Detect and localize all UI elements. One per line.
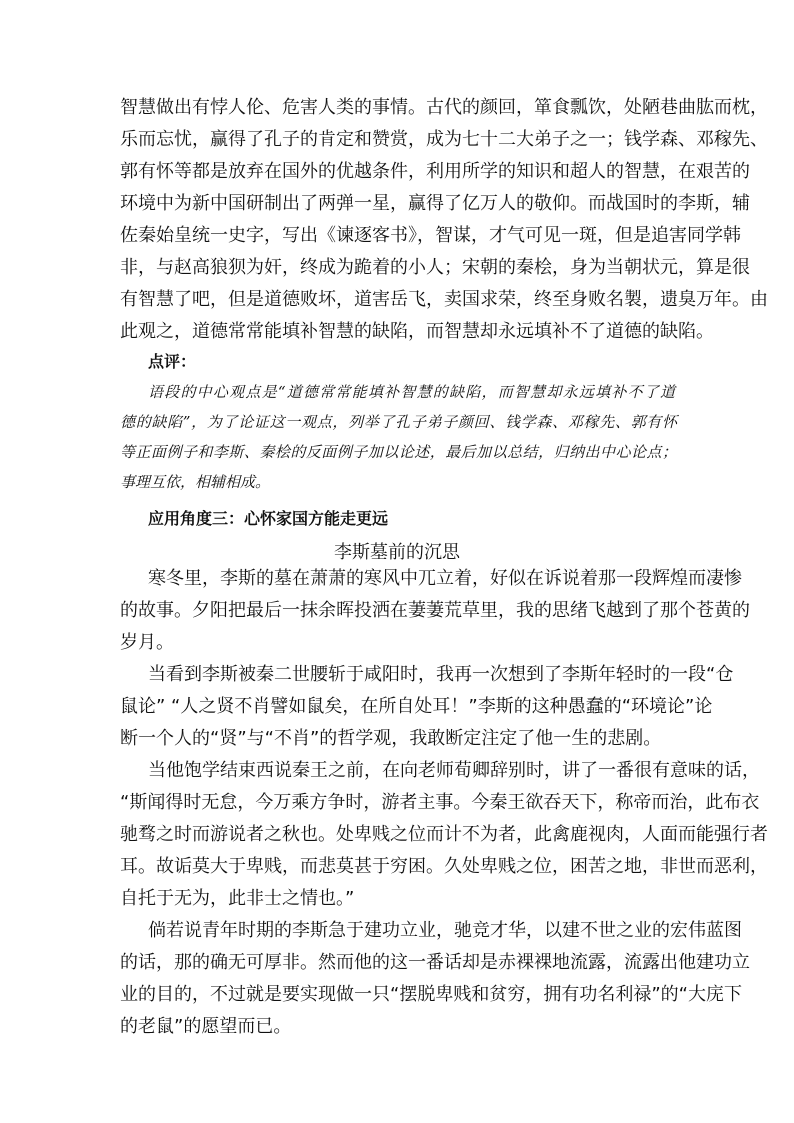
essay-line: 鼠论” “人之贤不肖譬如鼠矣，在所自处耳！”李斯的这种愚蠢的“环境论”论 xyxy=(120,696,713,717)
essay-line: 的老鼠”的愿望而已。 xyxy=(120,1016,292,1037)
essay-line: 的故事。夕阳把最后一抹余晖投洒在萋萋荒草里，我的思绪飞越到了那个苍黄的 xyxy=(120,600,750,621)
essay-line: 驰骛之时而游说者之秋也。处卑贱之位而计不为者，此禽鹿视肉，人面而能强行者 xyxy=(120,824,768,845)
body-line: 郭有怀等都是放弃在国外的优越条件，利用所学的知识和超人的智慧，在艰苦的 xyxy=(120,161,750,182)
comment-line: 等正面例子和李斯、秦桧的反面例子加以论述，最后加以总结，归纳出中心论点； xyxy=(120,443,677,461)
essay-line: 业的目的，不过就是要实现做一只“摆脱卑贱和贫穷，拥有功名利禄”的“大庑下 xyxy=(120,984,742,1005)
essay-line: “斯闻得时无怠，今万乘方争时，游者主事。今秦王欲吞天下，称帝而治，此布衣 xyxy=(120,792,760,813)
comment-line: 事理互依，相辅相成。 xyxy=(120,473,271,491)
body-line: 乐而忘忧，赢得了孔子的肯定和赞赏，成为七十二大弟子之一；钱学森、邓稼先、 xyxy=(120,129,768,150)
essay-line: 寒冬里，李斯的墓在萧萧的寒风中兀立着，好似在诉说着那一段辉煌而凄惨 xyxy=(148,568,742,589)
essay-line: 当他饱学结束西说秦王之前，在向老师荀卿辞别时，讲了一番很有意味的话， xyxy=(148,760,760,781)
body-line: 智慧做出有悖人伦、危害人类的事情。古代的颜回，箪食瓢饮，处陋巷曲肱而枕， xyxy=(120,97,768,118)
essay-line: 耳。故诟莫大于卑贱，而悲莫甚于穷困。久处卑贱之位，困苦之地，非世而恶利， xyxy=(120,856,768,877)
comment-label: 点评： xyxy=(148,352,197,371)
essay-line: 的话，那的确无可厚非。然而他的这一番话却是赤裸裸地流露，流露出他建功立 xyxy=(120,952,750,973)
essay-title: 李斯墓前的沉思 xyxy=(334,542,460,563)
essay-line: 倘若说青年时期的李斯急于建功立业，驰竞才华，以建不世之业的宏伟蓝图 xyxy=(148,920,742,941)
comment-line: 语段的中心观点是“道德常常能填补智慧的缺陷，而智慧却永远填补不了道 xyxy=(148,383,675,401)
section-heading: 应用角度三：心怀家国方能走更远 xyxy=(148,509,389,528)
body-line: 非，与赵高狼狈为奸，终成为跪着的小人；宋朝的秦桧，身为当朝状元，算是很 xyxy=(120,257,750,278)
body-line: 此观之，道德常常能填补智慧的缺陷，而智慧却永远填补不了道德的缺陷。 xyxy=(120,321,714,342)
body-line: 佐秦始皇统一史字，写出《谏逐客书》，智谋，才气可见一斑，但是追害同学韩 xyxy=(120,225,741,246)
essay-line: 当看到李斯被秦二世腰斩于咸阳时，我再一次想到了李斯年轻时的一段“仓 xyxy=(148,664,734,685)
comment-line: 德的缺陷”，为了论证这一观点，列举了孔子弟子颜回、钱学森、邓稼先、郭有怀 xyxy=(120,413,677,431)
essay-line: 岁月。 xyxy=(120,632,174,653)
essay-line: 断一个人的“贤”与“不肖”的哲学观，我敢断定注定了他一生的悲剧。 xyxy=(120,728,662,749)
body-line: 环境中为新中国研制出了两弹一星，赢得了亿万人的敬仰。而战国时的李斯，辅 xyxy=(120,193,750,214)
essay-line: 自托于无为，此非士之情也。” xyxy=(120,888,355,909)
body-line: 有智慧了吧，但是道德败坏，道害岳飞，卖国求荣，终至身败名製，遗臭万年。由 xyxy=(120,289,768,310)
